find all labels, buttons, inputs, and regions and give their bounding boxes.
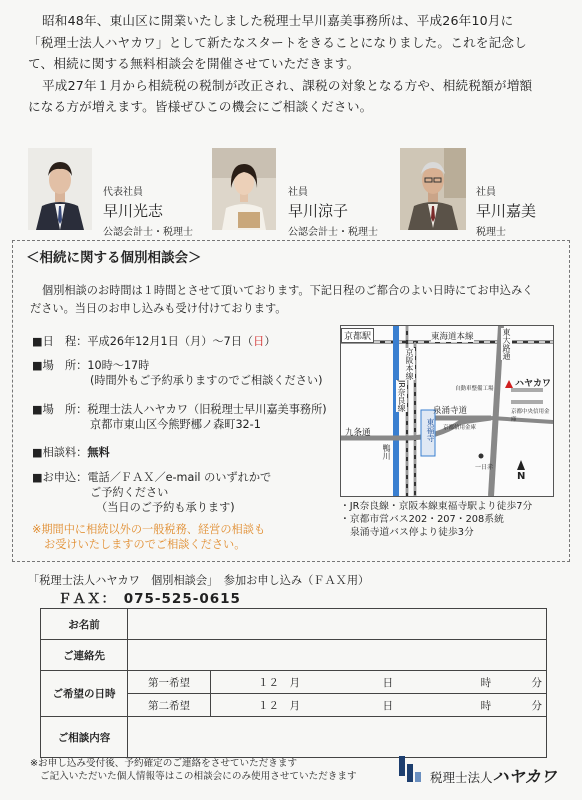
map-label-ichinohashi: 一日赤: [475, 464, 494, 471]
form-month[interactable]: １２ 月: [211, 694, 348, 717]
map-label-sennyuji: 泉涌寺道: [433, 406, 468, 416]
brand-prefix: 税理士法人: [430, 770, 493, 785]
form-label-name: お名前: [41, 609, 128, 640]
brand-logo-icon: [397, 756, 423, 782]
section-title: ＜相続に関する個別相談会＞: [26, 250, 202, 266]
fee-value: 無料: [87, 446, 110, 459]
map-label-higashioji: 東大路通: [502, 328, 511, 360]
photo-hayakawa-koshi: [28, 148, 92, 230]
brand-name: [430, 764, 557, 787]
person-card: [103, 183, 193, 238]
form-label-contact: ご連絡先: [41, 640, 128, 671]
intro-line: 平成27年１月から相続税の税制が改正され、課税の対象となる方や、相続税額が増額: [42, 77, 533, 93]
person-role: 社員: [288, 187, 308, 198]
time-note: (時間外もご予約承りますのでご相談ください): [90, 374, 323, 387]
warning-line: お受けいたしますのでご相談ください。: [44, 538, 246, 551]
access-info: [340, 500, 532, 539]
photo-hayakawa-yoshimi: [400, 148, 466, 230]
map-label-tokaido: 東海道本線: [431, 332, 474, 342]
map-label-kyoto-station: 京都駅: [341, 328, 374, 343]
map-label-kamogawa: 鴨川: [382, 444, 391, 460]
map-label-keihan: 京阪本線: [405, 348, 414, 380]
form-minute[interactable]: 分: [495, 671, 546, 694]
apply-line2: ご予約ください: [90, 486, 169, 499]
person-card: [476, 183, 536, 238]
apply-value: 電話／ＦＡＸ／e-mail のいずれかで: [87, 471, 272, 484]
intro-text: [28, 10, 563, 118]
date-value: 平成26年12月1日（月）～7日（: [87, 335, 254, 348]
person-name: 早川涼子: [288, 202, 349, 220]
person-card: [288, 183, 378, 238]
section-text-line: ださい。当日のお申し込みも受け付けております。: [30, 302, 287, 315]
map-label-jr-nara: JR奈良線: [397, 380, 406, 412]
note-line: ご記入いただいた個人情報等はこの相談会にのみ使用させていただきます: [40, 770, 357, 782]
person-title: 公認会計士・税理士: [288, 227, 378, 238]
item-place: [32, 402, 327, 432]
item-time: [32, 358, 322, 388]
map-label-bank: 京都信用金庫: [443, 425, 477, 431]
map-label-kujo: 九条通: [345, 428, 371, 438]
form-month[interactable]: １２ 月: [211, 671, 348, 694]
intro-line: 「税理士法人ハヤカワ」として新たなスタートをきることになりました。これを記念し: [28, 34, 527, 50]
form-input-name[interactable]: [128, 609, 547, 640]
form-hour[interactable]: 時: [445, 694, 495, 717]
form-label-date: ご希望の日時: [41, 671, 128, 717]
north-arrow-label: N: [517, 471, 526, 482]
form-first-choice: 第一希望: [128, 671, 211, 694]
form-minute[interactable]: 分: [495, 694, 546, 717]
access-map: [340, 325, 554, 497]
access-line: 泉涌寺道バス停より徒歩3分: [350, 527, 474, 538]
apply-label: ■お申込：: [32, 471, 88, 484]
form-day[interactable]: 日: [347, 694, 397, 717]
form-input-contact[interactable]: [128, 640, 547, 671]
apply-line3: （当日のご予約も承ります): [96, 501, 235, 514]
item-fee: [32, 445, 110, 460]
form-day[interactable]: 日: [347, 671, 397, 694]
person-title: 税理士: [476, 227, 506, 238]
map-label-jidosha: 自動車整備工場: [455, 386, 494, 392]
intro-line: になる方が増えます。皆様ぜひこの機会にご相談ください。: [28, 99, 373, 114]
date-sunday: 日: [253, 335, 265, 348]
section-description: [30, 282, 560, 318]
person-title: 公認会計士・税理士: [103, 227, 193, 238]
warning-note: [32, 522, 265, 552]
brand-main: ハヤカワ: [492, 767, 557, 786]
item-apply: [32, 470, 271, 515]
person-role: 社員: [476, 187, 496, 198]
section-text-line: 個別相談のお時間は１時間とさせて頂いております。下記日程のご都合のよい日時にてお申込みく: [42, 284, 534, 297]
fee-label: ■相談料：: [32, 446, 88, 459]
date-label: ■日 程：: [32, 335, 88, 348]
form-input-content[interactable]: [128, 717, 547, 758]
access-line: ・京都市営バス202・207・208系統: [340, 514, 504, 525]
place-address: 京都市東山区今熊野梛ノ森町32-1: [90, 418, 261, 431]
person-role: 代表社員: [103, 187, 143, 198]
place-label: ■場 所：: [32, 403, 88, 416]
date-close: ）: [264, 335, 276, 348]
intro-line: 昭和48年、東山区に開業いたしました税理士早川嘉美事務所は、平成26年10月に: [42, 13, 514, 28]
application-form: [40, 608, 547, 758]
person-name: 早川嘉美: [476, 202, 537, 220]
item-date: [32, 334, 276, 349]
note-line: ※お申し込み受付後、予約確定のご連絡をさせていただきます: [30, 758, 298, 769]
form-label-content: ご相談内容: [41, 717, 128, 758]
place-value: 税理士法人ハヤカワ（旧税理士早川嘉美事務所): [87, 403, 327, 416]
person-name: 早川光志: [103, 202, 164, 220]
photo-hayakawa-ryoko: [212, 148, 276, 230]
map-label-hayakawa: ハヤカワ: [515, 379, 552, 389]
form-notes: [30, 758, 357, 783]
form-hour[interactable]: 時: [445, 671, 495, 694]
map-label-shinkin: 京都中央信用金庫: [511, 409, 550, 423]
fax-number: ＦＡＸ： 075-525-0615: [58, 591, 241, 607]
form-second-choice: 第二希望: [128, 694, 211, 717]
time-value: 10時～17時: [87, 359, 150, 372]
time-label: ■場 所：: [32, 359, 88, 372]
intro-line: て、相続に関する無料相談会を開催させていただきます。: [28, 56, 360, 71]
form-header: 「税理士法人ハヤカワ 個別相談会」 参加お申し込み（ＦＡＸ用）: [28, 574, 370, 587]
warning-line: ※期間中に相続以外の一般税務、経営の相談も: [32, 523, 266, 536]
access-line: ・JR奈良線・京阪本線東福寺駅より徒歩7分: [340, 501, 533, 512]
map-label-tofukuji: 東福寺: [426, 418, 435, 442]
